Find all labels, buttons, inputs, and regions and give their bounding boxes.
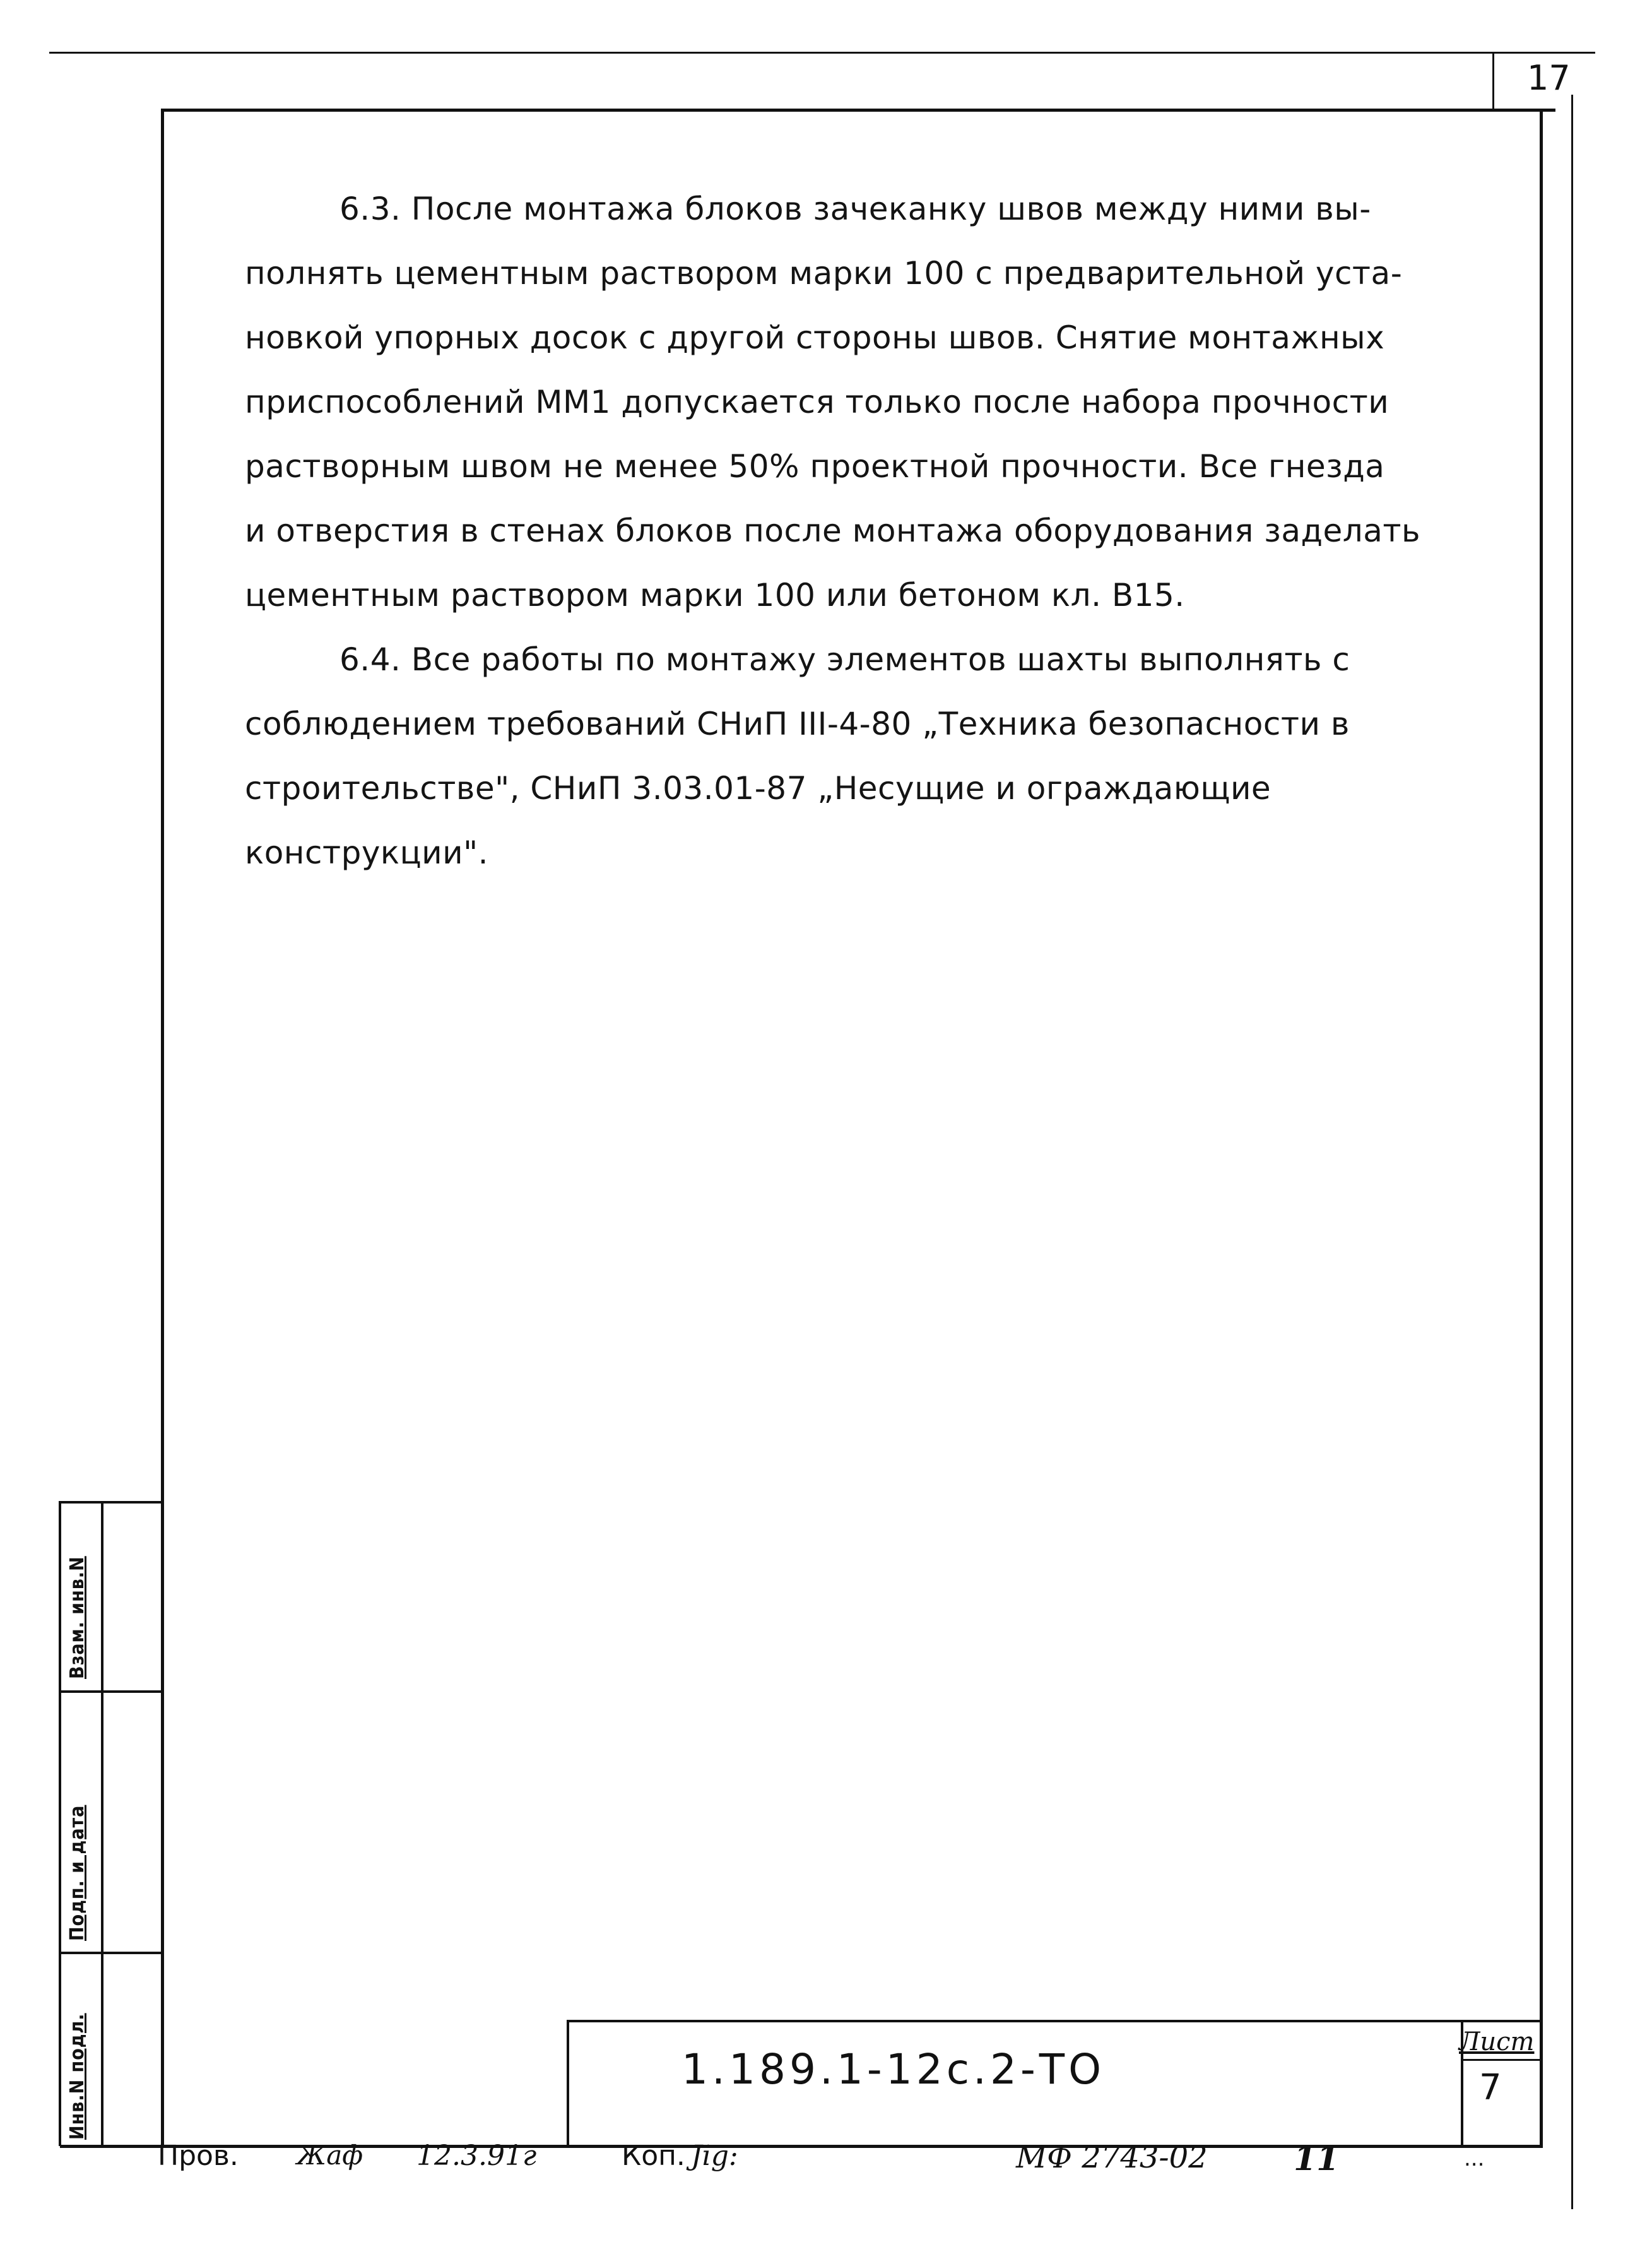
outer-right-edge xyxy=(1571,95,1573,2209)
trailing-dots: ... xyxy=(1464,2146,1485,2171)
prov-date: 12.3.91г xyxy=(416,2140,537,2172)
kop-signature: Jig: xyxy=(691,2140,738,2172)
sheet-number: 17 xyxy=(1527,58,1571,98)
text-line: 6.4. Все работы по монтажу элементов шахты выполнять с xyxy=(339,641,1350,678)
text-line: конструкции". xyxy=(245,834,489,871)
outer-left-edge xyxy=(59,1501,61,2146)
text-line: и отверстия в стенах блоков после монтажа оборудования заделать xyxy=(245,513,1420,549)
text-line: растворным швом не менее 50% проектной прочности. Все гнезда xyxy=(245,448,1385,485)
stamp-top xyxy=(59,1501,164,1504)
stamp-label-vzam-inv: Взам. инв.N xyxy=(66,1556,88,1679)
title-block-left xyxy=(567,2020,569,2146)
stamp-left-divider xyxy=(101,1501,103,2146)
title-block-sheet-line xyxy=(1461,2059,1540,2061)
stamp-label-podp-data: Подп. и дата xyxy=(66,1805,88,1941)
title-block-top xyxy=(567,2020,1540,2022)
text-line: 6.3. После монтажа блоков зачеканку швов между ними вы- xyxy=(339,191,1371,227)
text-line: строительстве", СНиП 3.03.01-87 „Несущие и ограждающие xyxy=(245,770,1271,807)
document-code: 1.189.1-12с.2-ТО xyxy=(681,2045,1106,2094)
text-line: новкой упорных досок с другой стороны швов. Снятие монтажных xyxy=(245,319,1385,356)
archive-suffix: 11 xyxy=(1294,2140,1340,2178)
frame-left xyxy=(161,109,164,2146)
stamp-divider-1 xyxy=(59,1690,164,1693)
text-line: соблюдением требований СНиП III-4-80 „Техника безопасности в xyxy=(245,706,1350,742)
paragraph-6-3 xyxy=(245,177,1482,627)
prov-signature: Жаф xyxy=(297,2140,363,2171)
body-text xyxy=(245,177,1482,885)
sheet-value: 7 xyxy=(1479,2067,1502,2108)
kop-label: Коп. xyxy=(622,2140,685,2172)
frame-top xyxy=(161,109,1555,112)
stamp-divider-2 xyxy=(59,1952,164,1954)
stamp-label-inv-podl: Инв.N подл. xyxy=(66,2013,88,2140)
text-line: полнять цементным раствором марки 100 с предварительной уста- xyxy=(245,255,1403,292)
sheet-label: Лист xyxy=(1459,2027,1535,2056)
archive-code: МФ 2743-02 xyxy=(1016,2140,1208,2175)
paragraph-6-4 xyxy=(245,627,1482,885)
text-line: цементным раствором марки 100 или бетоном кл. В15. xyxy=(245,577,1185,614)
top-edge-line xyxy=(49,52,1595,54)
sheet-number-divider xyxy=(1492,52,1494,112)
frame-right xyxy=(1540,109,1543,2146)
prov-label: Пров. xyxy=(158,2140,239,2172)
text-line: приспособлений ММ1 допускается только после набора прочности xyxy=(245,384,1389,420)
